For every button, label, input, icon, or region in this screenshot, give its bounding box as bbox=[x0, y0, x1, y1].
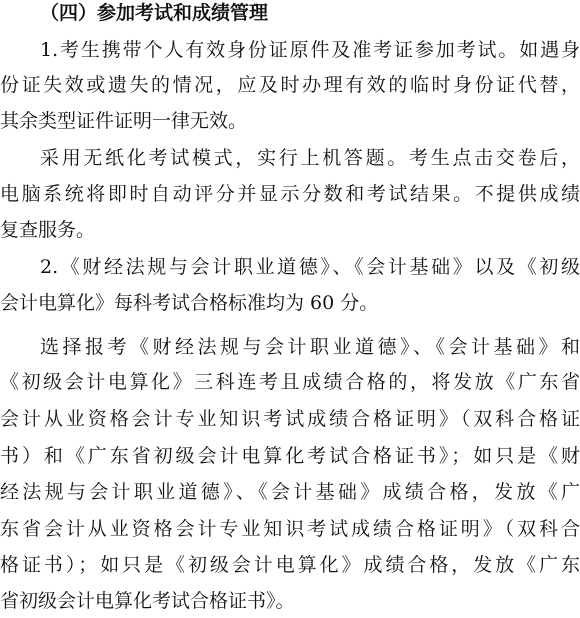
paragraph-4-line-7: 格证书）；如只是《初级会计电算化》成绩合格，发放《广东 bbox=[0, 554, 580, 576]
paragraph-4-line-4: 书）和《广东省初级会计电算化考试合格证书》；如只是《财 bbox=[0, 445, 580, 467]
paragraph-3-line-2: 会计电算化》每科考试合格标准均为 60 分。 bbox=[0, 292, 379, 314]
paragraph-1-line-2: 份证失效或遗失的情况，应及时办理有效的临时身份证代替， bbox=[0, 74, 580, 96]
paragraph-2-line-2: 电脑系统将即时自动评分并显示分数和考试结果。不提供成绩 bbox=[0, 183, 580, 205]
section-heading: （四）参加考试和成绩管理 bbox=[40, 2, 269, 24]
paragraph-4-line-3: 会计从业资格会计专业知识考试成绩合格证明》（双科合格证 bbox=[0, 408, 580, 430]
paragraph-2-line-3: 复查服务。 bbox=[0, 219, 96, 241]
paragraph-4-line-8: 省初级会计电算化考试合格证书》。 bbox=[0, 590, 295, 612]
paragraph-4-line-1: 选择报考《财经法规与会计职业道德》、《会计基础》和 bbox=[40, 336, 580, 358]
paragraph-4-line-2: 《初级会计电算化》三科连考且成绩合格的，将发放《广东省 bbox=[0, 371, 580, 393]
paragraph-1-line-3: 其余类型证件证明一律无效。 bbox=[0, 110, 248, 132]
paragraph-4-line-5: 经法规与会计职业道德》、《会计基础》成绩合格，发放《广 bbox=[0, 481, 580, 503]
paragraph-4-line-6: 东省会计从业资格会计专业知识考试成绩合格证明》（双科合 bbox=[0, 518, 580, 540]
paragraph-2-line-1: 采用无纸化考试模式，实行上机答题。考生点击交卷后， bbox=[40, 147, 580, 169]
paragraph-1-line-1: 1.考生携带个人有效身份证原件及准考证参加考试。如遇身 bbox=[40, 39, 580, 61]
paragraph-3-line-1: 2.《财经法规与会计职业道德》、《会计基础》以及《初级 bbox=[40, 256, 580, 278]
